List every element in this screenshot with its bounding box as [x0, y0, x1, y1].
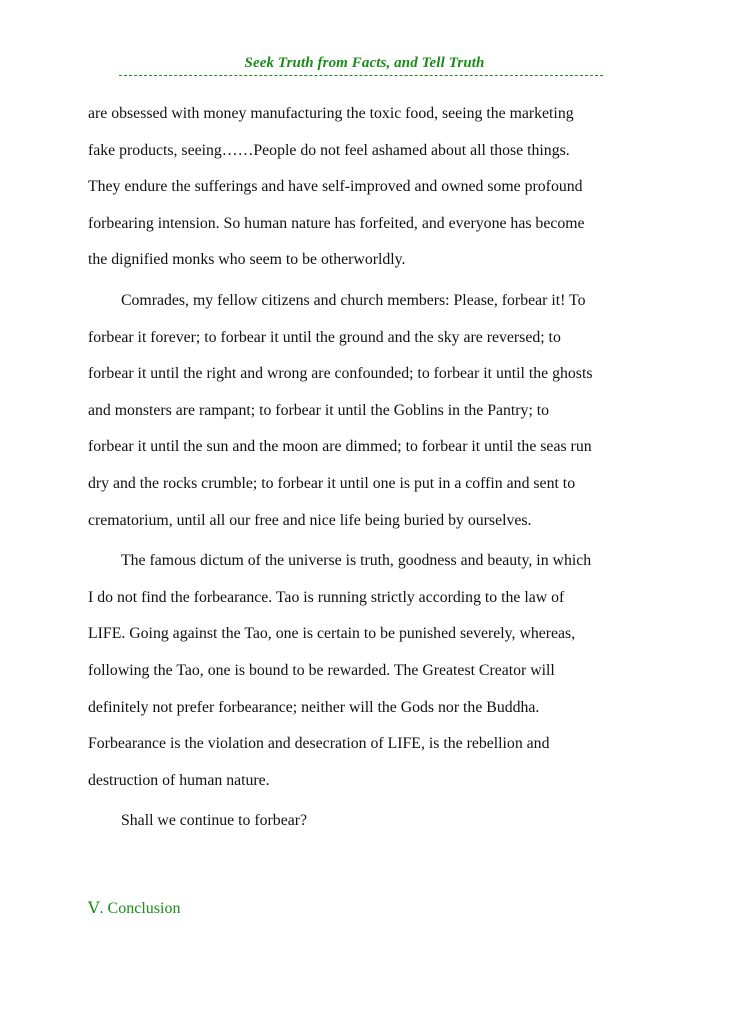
- text-line: LIFE. Going against the Tao, one is certain to be punished severely, whereas,: [88, 625, 576, 643]
- text-line: are obsessed with money manufacturing the toxic food, seeing the marketing: [88, 105, 574, 122]
- running-header-title: Seek Truth from Facts, and Tell Truth: [244, 55, 485, 71]
- section-heading: Ⅴ. Conclusion: [88, 900, 181, 917]
- text-line: destruction of human nature.: [88, 771, 270, 789]
- text-line: forbear it forever; to forbear it until the ground and the sky are reversed; to: [88, 328, 561, 346]
- text-line: forbear it until the right and wrong are confounded; to forbear it until the ghosts: [88, 365, 593, 383]
- text-line: forbearing intension. So human nature has forfeited, and everyone has become: [88, 214, 585, 232]
- paragraph-1: [88, 96, 648, 279]
- paragraph-2: [88, 283, 648, 539]
- text-line: The famous dictum of the universe is truth, goodness and beauty, in which: [121, 552, 592, 570]
- body-text: [88, 96, 648, 840]
- header-dashed-rule: [119, 75, 603, 76]
- text-line: They endure the sufferings and have self-improved and owned some profound: [88, 178, 583, 196]
- paragraph-4: [88, 803, 648, 840]
- text-line: Forbearance is the violation and desecration of LIFE, is the rebellion and: [88, 735, 550, 753]
- text-line: Shall we continue to forbear?: [121, 812, 307, 830]
- text-line: I do not find the forbearance. Tao is running strictly according to the law of: [88, 588, 565, 606]
- text-line: definitely not prefer forbearance; neither will the Gods nor the Buddha.: [88, 698, 540, 716]
- text-line: following the Tao, one is bound to be rewarded. The Greatest Creator will: [88, 661, 555, 679]
- text-line: forbear it until the sun and the moon are dimmed; to forbear it until the seas run: [88, 438, 592, 456]
- text-line: crematorium, until all our free and nice life being buried by ourselves.: [88, 511, 532, 529]
- text-line: dry and the rocks crumble; to forbear it until one is put in a coffin and sent to: [88, 474, 576, 492]
- text-line: and monsters are rampant; to forbear it until the Goblins in the Pantry; to: [88, 401, 550, 419]
- text-line: the dignified monks who seem to be otherworldly.: [88, 251, 406, 269]
- text-line: fake products, seeing……People do not feel ashamed about all those things.: [88, 141, 570, 159]
- paragraph-3: [88, 543, 648, 799]
- text-line: Comrades, my fellow citizens and church members: Please, forbear it! To: [121, 291, 586, 309]
